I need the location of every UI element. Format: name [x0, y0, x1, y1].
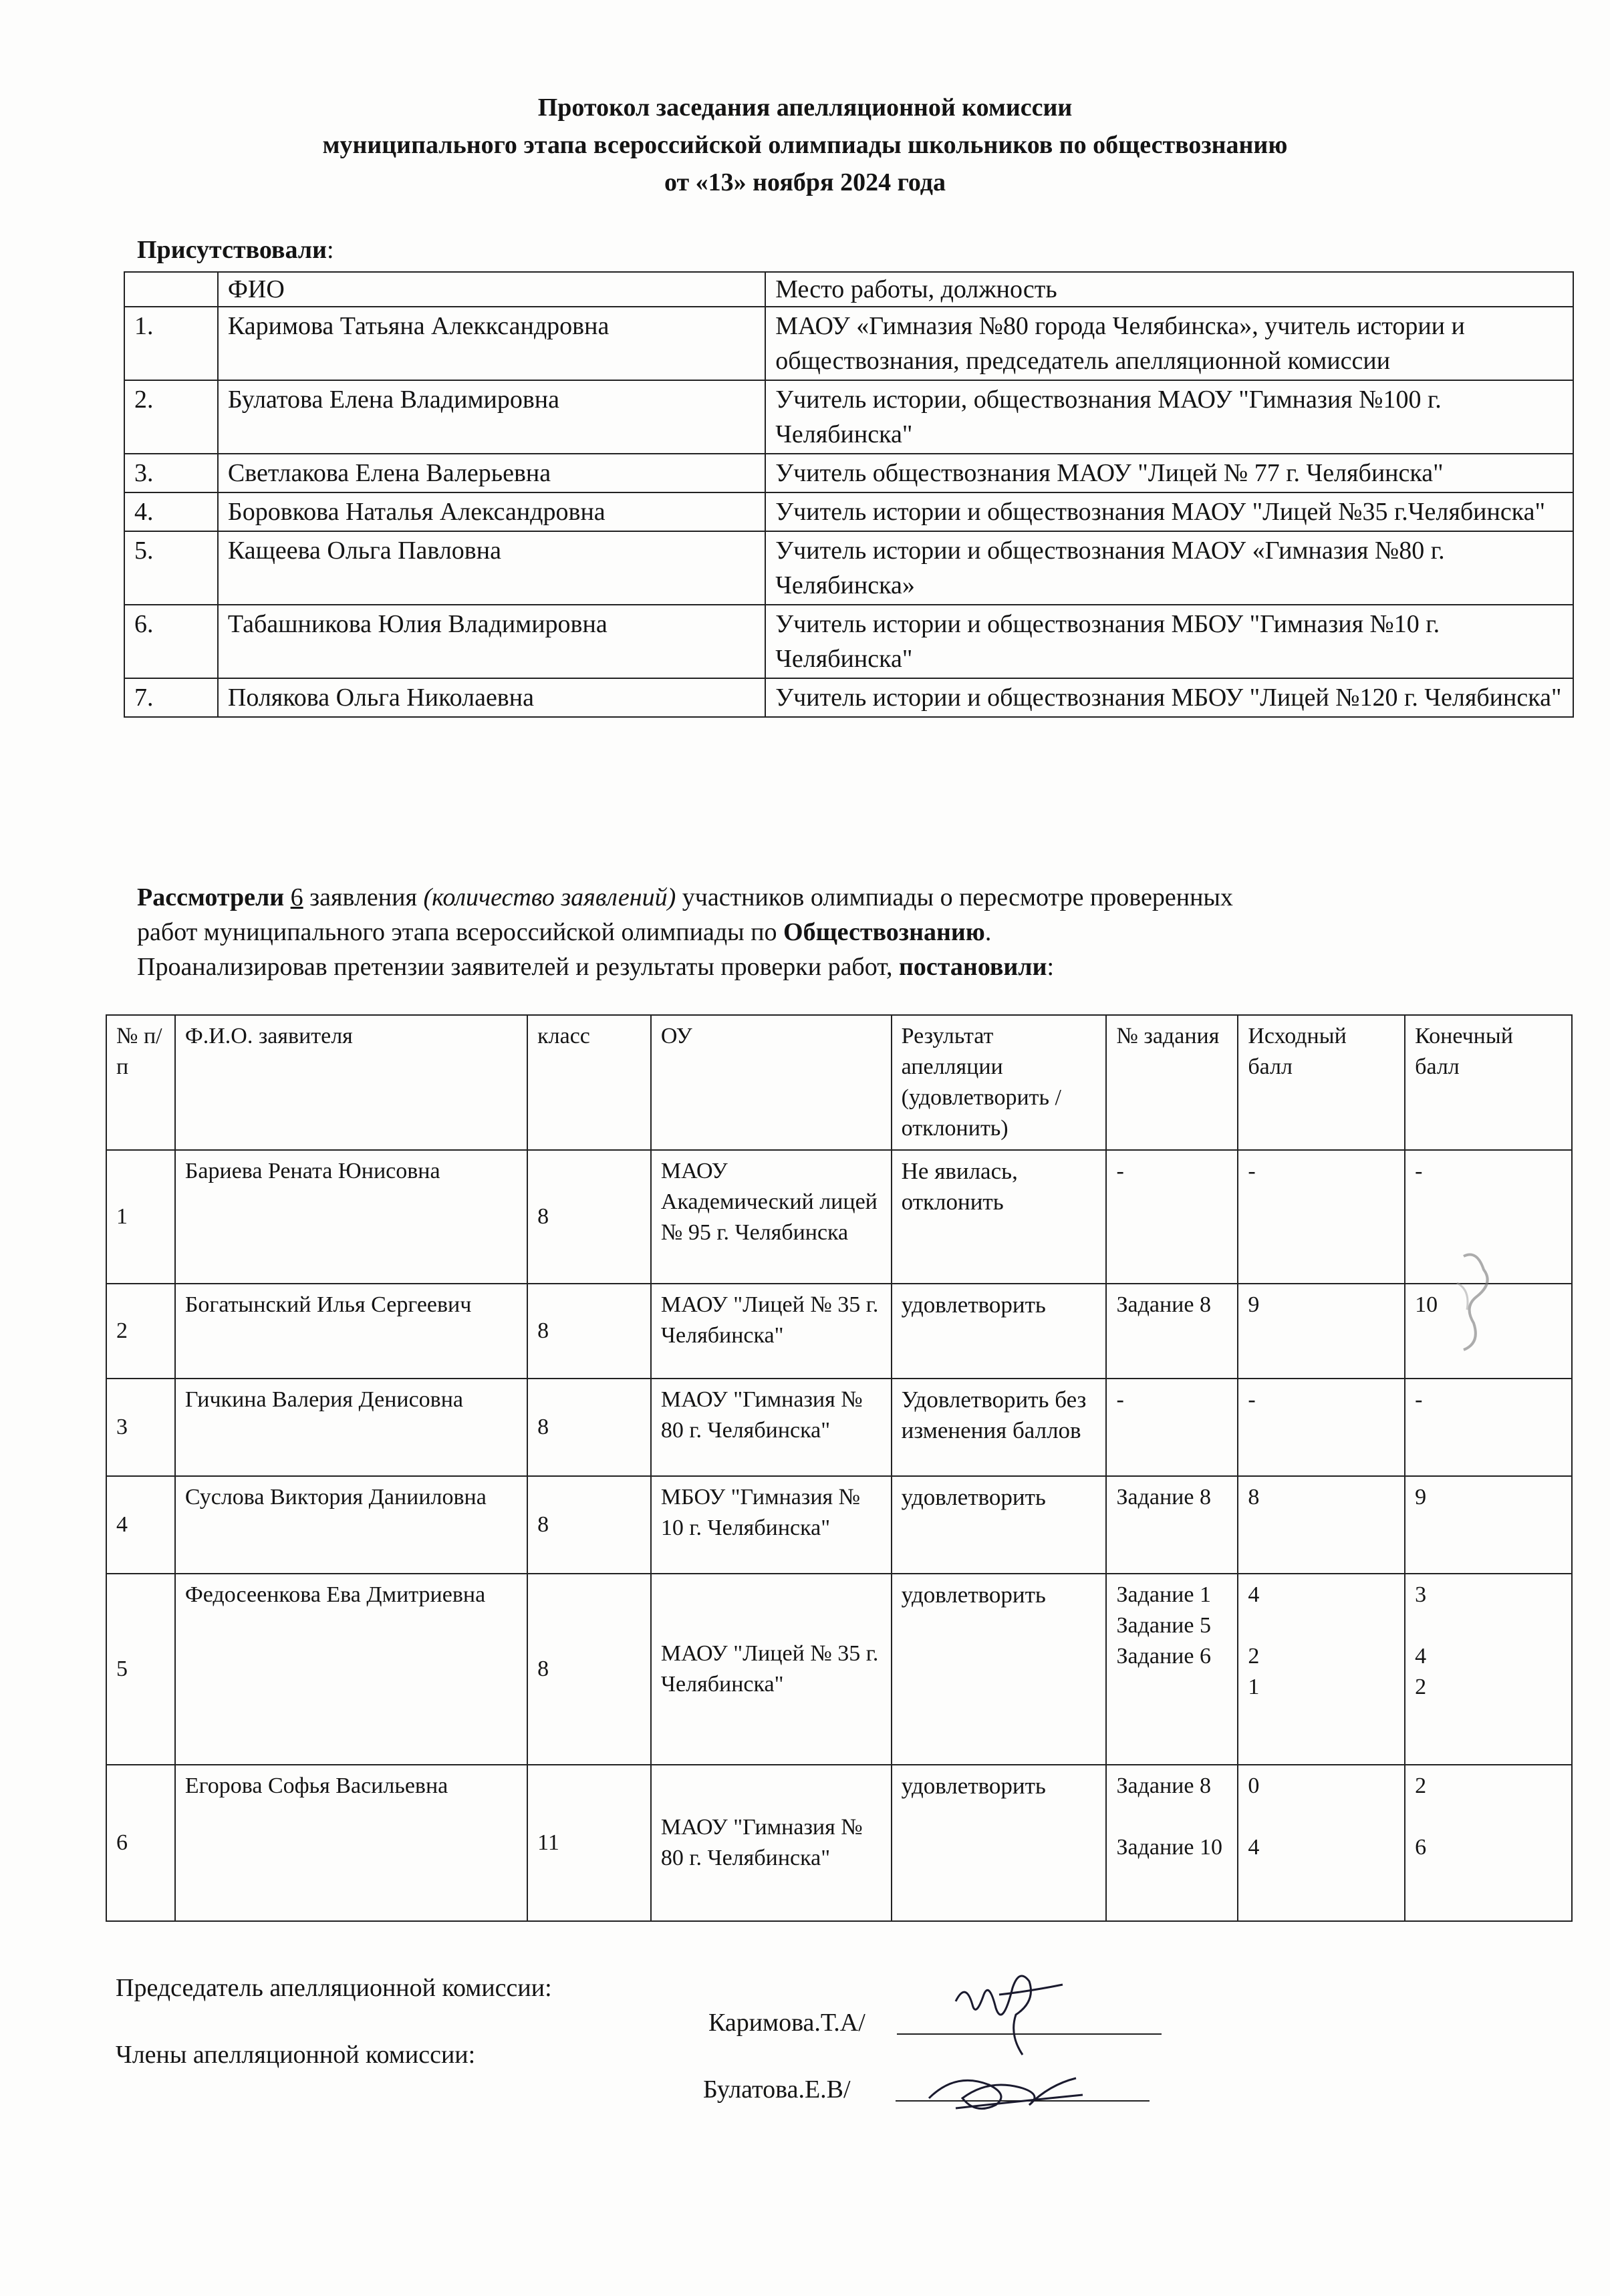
appeal-school: МАОУ "Лицей № 35 г. Челябинска" — [651, 1574, 892, 1765]
appeal-school: МБОУ "Гимназия № 10 г. Челябинска" — [651, 1476, 892, 1574]
appeal-applicant: Суслова Виктория Данииловна — [175, 1476, 527, 1574]
member-name: Булатова Елена Владимировна — [218, 380, 765, 454]
appeal-grade: 8 — [527, 1574, 651, 1765]
reviewed-label: Рассмотрели — [137, 883, 285, 911]
appeal-applicant: Егорова Софья Васильевна — [175, 1765, 527, 1921]
member-name: Светлакова Елена Валерьевна — [218, 454, 765, 492]
appeal-result: удовлетворить — [892, 1765, 1107, 1921]
appeal-task: Задание 8 Задание 10 — [1106, 1765, 1238, 1921]
appeal-applicant: Гичкина Валерия Денисовна — [175, 1379, 527, 1476]
chair-name: Каримова.Т.А/ — [708, 2009, 865, 2037]
appeal-initial-score: 8 — [1238, 1476, 1405, 1574]
appeal-school: МАОУ "Гимназия № 80 г. Челябинска" — [651, 1765, 892, 1921]
member-work: Учитель истории и обществознания МАОУ "Лицей №35 г.Челябинска" — [765, 492, 1573, 531]
member-number: 4. — [124, 492, 218, 531]
members-table — [124, 271, 1574, 718]
member-name-signed: Булатова.Е.В/ — [703, 2075, 851, 2104]
member-work: МАОУ «Гимназия №80 города Челябинска», учитель истории и обществознания, председатель апелляционной комиссии — [765, 307, 1573, 380]
member-name: Боровкова Наталья Александровна — [218, 492, 765, 531]
members-header-work: Место работы, должность — [765, 272, 1573, 307]
appeals-header-initial-score: Исходный балл — [1238, 1015, 1405, 1150]
appeal-number: 2 — [106, 1284, 175, 1379]
appeal-applicant: Богатынский Илья Сергеевич — [175, 1284, 527, 1379]
appeal-final-score: 9 — [1405, 1476, 1572, 1574]
appeal-initial-score: - — [1238, 1379, 1405, 1476]
appeal-final-score: - — [1405, 1150, 1572, 1284]
reviewed-period: . — [984, 918, 992, 946]
appeal-grade: 8 — [527, 1284, 651, 1379]
appeal-applicant: Федосеенкова Ева Дмитриевна — [175, 1574, 527, 1765]
appeal-final-score: - — [1405, 1379, 1572, 1476]
appeals-header-result: Результат апелляции (удовлетворить /отклонить) — [892, 1015, 1107, 1150]
appeal-final-score: 3 4 2 — [1405, 1574, 1572, 1765]
member-name: Каримова Татьяна Алекксандровна — [218, 307, 765, 380]
attendees-heading — [137, 235, 334, 265]
reviewed-text: участников олимпиады о пересмотре проверенных — [682, 883, 1233, 911]
appeals-header-row — [106, 1015, 1572, 1150]
appeal-grade: 8 — [527, 1379, 651, 1476]
appeal-final-score: 2 6 — [1405, 1765, 1572, 1921]
appeal-row — [106, 1284, 1572, 1379]
appeal-initial-score: 9 — [1238, 1284, 1405, 1379]
appeal-grade: 8 — [527, 1150, 651, 1284]
appeal-initial-score: 0 4 — [1238, 1765, 1405, 1921]
member-work: Учитель истории и обществознания МБОУ "Гимназия №10 г. Челябинска" — [765, 605, 1573, 678]
appeal-task: Задание 1 Задание 5 Задание 6 — [1106, 1574, 1238, 1765]
member-work: Учитель истории, обществознания МАОУ "Гимназия №100 г. Челябинска" — [765, 380, 1573, 454]
appeal-row — [106, 1574, 1572, 1765]
appeal-grade: 11 — [527, 1765, 651, 1921]
members-header-name: ФИО — [218, 272, 765, 307]
member-number: 1. — [124, 307, 218, 380]
reviewed-text-2: работ муниципального этапа всероссийской олимпиады по — [137, 918, 777, 946]
appeal-task: - — [1106, 1379, 1238, 1476]
appeals-header-school: ОУ — [651, 1015, 892, 1150]
appeal-school: МАОУ Академический лицей № 95 г. Челябинска — [651, 1150, 892, 1284]
appeal-task: Задание 8 — [1106, 1476, 1238, 1574]
appeal-row — [106, 1765, 1572, 1921]
appeal-number: 1 — [106, 1150, 175, 1284]
member-name: Полякова Ольга Николаевна — [218, 678, 765, 717]
appeals-header-applicant: Ф.И.О. заявителя — [175, 1015, 527, 1150]
appeal-result: удовлетворить — [892, 1284, 1107, 1379]
appeal-initial-score: 4 2 1 — [1238, 1574, 1405, 1765]
decided-label: постановили — [899, 953, 1047, 981]
members-row — [124, 492, 1573, 531]
member-name: Табашникова Юлия Владимировна — [218, 605, 765, 678]
member-number: 3. — [124, 454, 218, 492]
members-header-number — [124, 272, 218, 307]
member-number: 2. — [124, 380, 218, 454]
decision-text: Проанализировав претензии заявителей и результаты проверки работ, — [137, 953, 893, 981]
decision-colon: : — [1047, 953, 1055, 981]
appeals-header-number: № п/п — [106, 1015, 175, 1150]
members-header-row — [124, 272, 1573, 307]
applications-count: 6 — [290, 883, 303, 911]
decision-paragraph — [137, 950, 1054, 984]
appeal-task: Задание 8 — [1106, 1284, 1238, 1379]
members-row — [124, 531, 1573, 605]
appeal-result: удовлетворить — [892, 1574, 1107, 1765]
appeal-row — [106, 1379, 1572, 1476]
appeals-header-task: № задания — [1106, 1015, 1238, 1150]
reviewed-paragraph-line-2 — [137, 915, 991, 949]
subject-name: Обществознанию — [783, 918, 985, 946]
member-number: 6. — [124, 605, 218, 678]
members-row — [124, 307, 1573, 380]
member-signature — [916, 2058, 1116, 2125]
members-row — [124, 380, 1573, 454]
members-row — [124, 678, 1573, 717]
appeal-grade: 8 — [527, 1476, 651, 1574]
appeal-result: Удовлетворить без изменения баллов — [892, 1379, 1107, 1476]
members-label: Члены апелляционной комиссии: — [116, 2041, 476, 2069]
appeal-number: 3 — [106, 1379, 175, 1476]
attendees-label: Присутствовали — [137, 236, 327, 264]
appeals-table — [106, 1014, 1573, 1922]
reviewed-paragraph-line-1: Рассмотрели 6 заявления (количество заявлений) участников олимпиады о пересмотре проверенных — [137, 883, 1233, 911]
appeal-row — [106, 1476, 1572, 1574]
appeal-number: 5 — [106, 1574, 175, 1765]
appeal-result: удовлетворить — [892, 1476, 1107, 1574]
document-date: от «13» ноября 2024 года — [664, 168, 946, 196]
appeals-header-grade: класс — [527, 1015, 651, 1150]
appeal-task: - — [1106, 1150, 1238, 1284]
appeal-result: Не явилась, отклонить — [892, 1150, 1107, 1284]
appeal-row — [106, 1150, 1572, 1284]
document-title-line-1: Протокол заседания апелляционной комиссии — [537, 94, 1073, 122]
appeal-final-score: 10 — [1405, 1284, 1572, 1379]
appeal-number: 4 — [106, 1476, 175, 1574]
member-number: 5. — [124, 531, 218, 605]
chair-signature — [936, 1955, 1096, 2061]
appeal-initial-score: - — [1238, 1150, 1405, 1284]
member-work: Учитель обществознания МАОУ "Лицей № 77 г. Челябинска" — [765, 454, 1573, 492]
count-note: (количество заявлений) — [423, 883, 676, 911]
chair-label: Председатель апелляционной комиссии: — [116, 1974, 552, 2002]
appeal-applicant: Бариева Рената Юнисовна — [175, 1150, 527, 1284]
appeal-number: 6 — [106, 1765, 175, 1921]
appeals-header-final-score: Конечный балл — [1405, 1015, 1572, 1150]
member-name: Кащеева Ольга Павловна — [218, 531, 765, 605]
members-row — [124, 605, 1573, 678]
members-row — [124, 454, 1573, 492]
member-work: Учитель истории и обществознания МБОУ "Лицей №120 г. Челябинска" — [765, 678, 1573, 717]
appeal-school: МАОУ "Лицей № 35 г. Челябинска" — [651, 1284, 892, 1379]
appeal-school: МАОУ "Гимназия № 80 г. Челябинска" — [651, 1379, 892, 1476]
attendees-colon: : — [327, 236, 334, 264]
member-number: 7. — [124, 678, 218, 717]
ink-smudge-mark — [1437, 1243, 1510, 1356]
document-title-line-2: муниципального этапа всероссийской олимпиады школьников по обществознанию — [322, 131, 1288, 159]
member-work: Учитель истории и обществознания МАОУ «Гимназия №80 г. Челябинска» — [765, 531, 1573, 605]
